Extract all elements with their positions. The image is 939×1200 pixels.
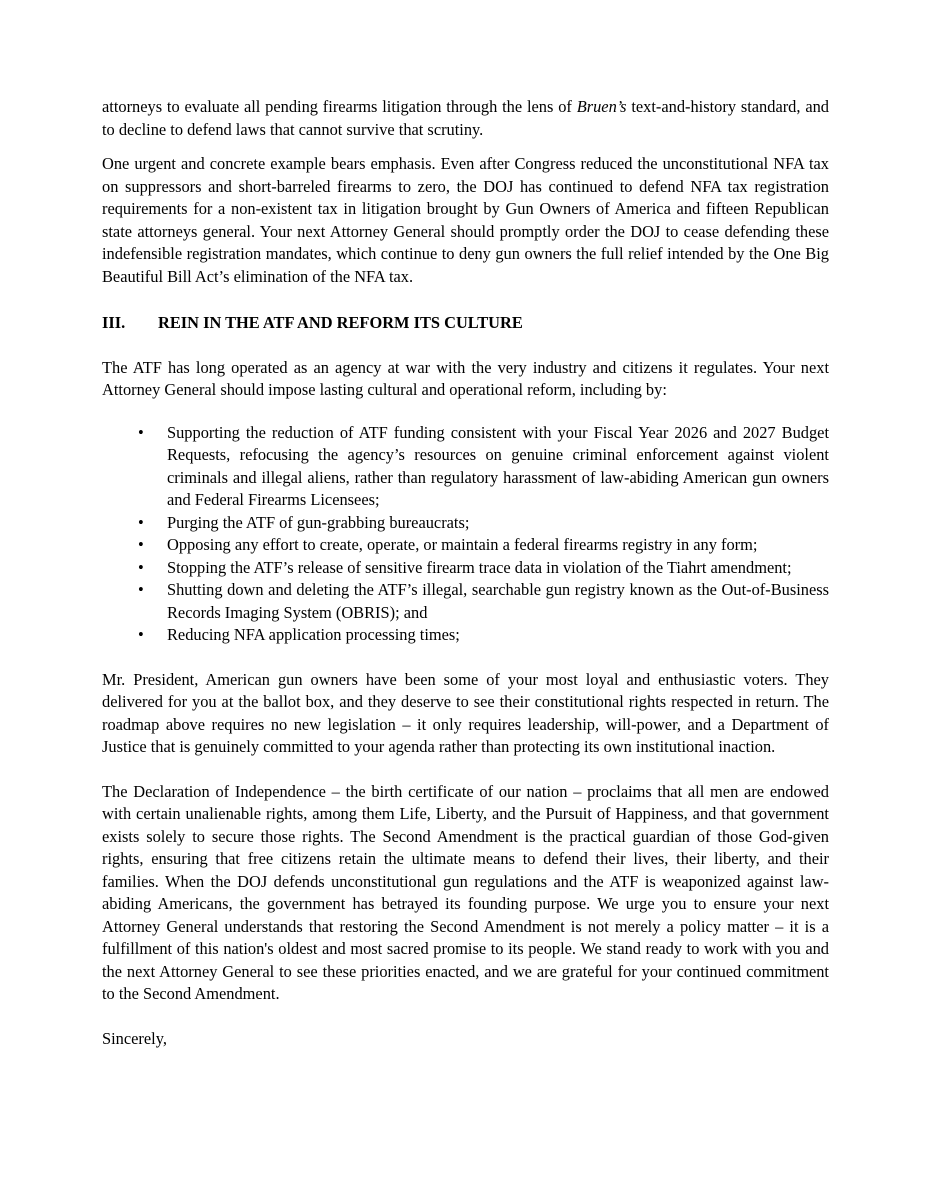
list-item: • Stopping the ATF’s release of sensitive firearm trace data in violation of the Tiahrt amendment; xyxy=(138,557,829,580)
reform-list xyxy=(102,422,829,647)
list-item: • Supporting the reduction of ATF funding consistent with your Fiscal Year 2026 and 2027 Budget Requests, refocusing the agency’s resources on genuine criminal enforcement against violent criminals and illegal aliens, rather than regulatory harassment of law-abiding American gun owners and Federal Firearms Licensees; xyxy=(138,422,829,512)
section-heading xyxy=(102,312,829,335)
list-item: • Reducing NFA application processing times; xyxy=(138,624,829,647)
paragraph-atf-intro: The ATF has long operated as an agency at war with the very industry and citizens it regulates. Your next Attorney General should impose lasting cultural and operational reform, including by: xyxy=(102,357,829,399)
closing-salutation: Sincerely, xyxy=(102,1028,167,1048)
paragraph-gun-owners: Mr. President, American gun owners have been some of your most loyal and enthusiastic voters. They delivered for you at the ballot box, and they deserve to see their constitutional rights respected in return. The roadmap above requires no new legislation – it only requires leadership, will-power, and a Department of Justice that is genuinely committed to your agenda rather than protecting its own institutional inaction. xyxy=(102,669,829,756)
section-number: III. xyxy=(102,313,126,332)
section-title: REIN IN THE ATF AND REFORM ITS CULTURE xyxy=(158,313,523,332)
list-item: • Opposing any effort to create, operate, or maintain a federal firearms registry in any form; xyxy=(138,534,829,557)
paragraph-text: text-and-history standard, and to decline to defend laws that cannot survive that scrutiny. xyxy=(102,97,829,139)
case-name-italic: Bruen’s xyxy=(576,97,627,116)
paragraph-litigation-review xyxy=(102,96,829,141)
paragraph-nfa-example: One urgent and concrete example bears emphasis. Even after Congress reduced the unconstitutional NFA tax on suppressors and short-barreled firearms to zero, the DOJ has continued to defend NFA tax registration requirements for a non-existent tax in litigation brought by Gun Owners of America and fifteen Republican state attorneys general. Your next Attorney General should promptly order the DOJ to cease defending these indefensible registration mandates, which continue to deny gun owners the full relief intended by the One Big Beautiful Bill Act’s elimination of the NFA tax. xyxy=(102,154,829,286)
list-item: • Shutting down and deleting the ATF’s illegal, searchable gun registry known as the Out-of-Business Records Imaging System (OBRIS); and xyxy=(138,579,829,624)
paragraph-declaration: The Declaration of Independence – the birth certificate of our nation – proclaims that all men are endowed with certain unalienable rights, among them Life, Liberty, and the Pursuit of Happiness, and that government exists solely to secure those rights. The Second Amendment is the practical guardian of those God-given rights, ensuring that free citizens retain the ultimate means to defend their lives, their liberty, and their families. When the DOJ defends unconstitutional gun regulations and the ATF is weaponized against law-abiding Americans, the government has betrayed its founding purpose. We urge you to ensure your next Attorney General understands that restoring the Second Amendment is not merely a policy matter – it is a fulfillment of this nation's oldest and most sacred promise to its people. We stand ready to work with you and the next Attorney General to see these priorities enacted, and we are grateful for your continued commitment to the Second Amendment. xyxy=(102,781,829,1003)
list-item: • Purging the ATF of gun-grabbing bureaucrats; xyxy=(138,512,829,535)
paragraph-text: attorneys to evaluate all pending firearms litigation through the lens of xyxy=(102,97,577,116)
